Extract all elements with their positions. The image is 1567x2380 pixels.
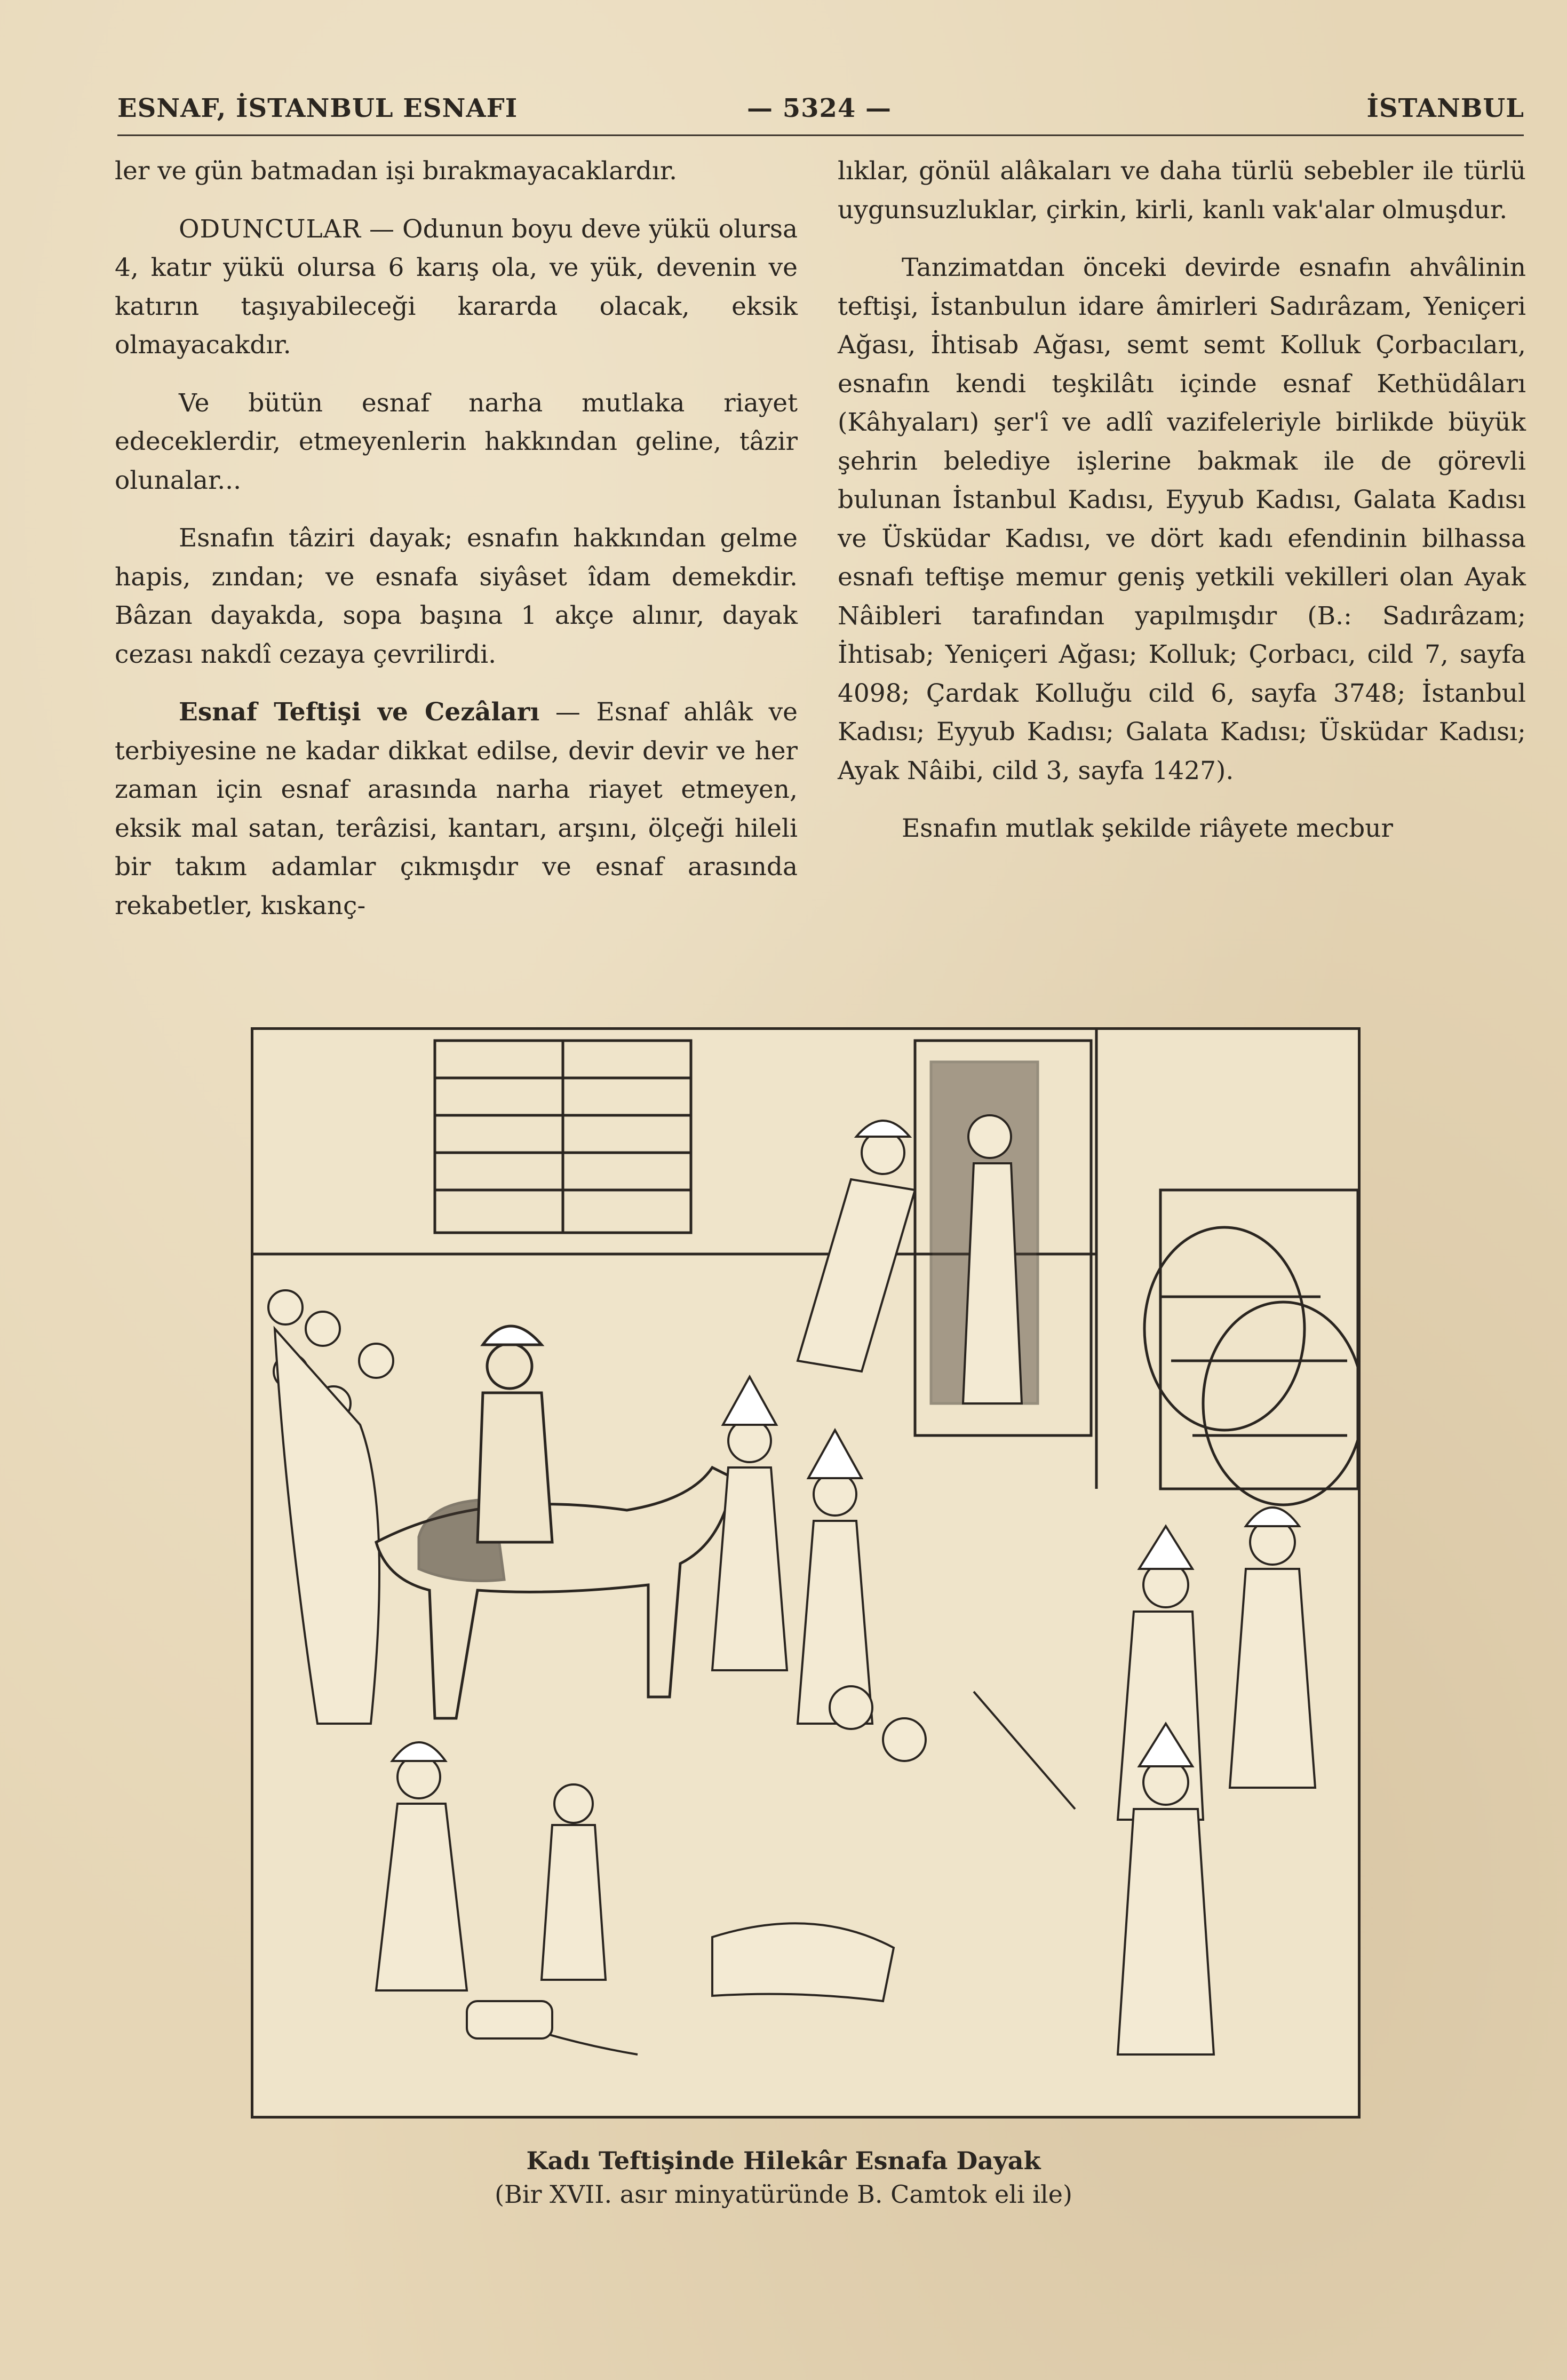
crowd-left <box>268 1290 393 1724</box>
right-column <box>838 152 1526 868</box>
right-paragraph-1: lıklar, gönül alâkaları ve daha türlü sebebler ile türlü uygunsuzluklar, çirkin, kirli, kanlı vak'alar olmuşdur. <box>838 156 1526 225</box>
entry-text-teftis: — Esnaf ahlâk ve terbiyesine ne kadar dikkat edilse, devir devir ve her zaman için esnaf arasında narha riayet etmeyen, eksik mal satan, terâzisi, kantarı, arşını, ölçeği hileli bir takım adamlar çıkmışdır ve esnaf arasında rekabetler, kıskanç- <box>115 697 798 921</box>
right-paragraph-3: Esnafın mutlak şekilde riâyete mecbur <box>902 814 1393 843</box>
horse-and-rider <box>376 1326 734 1718</box>
doorway-figures <box>798 1115 1022 1403</box>
entry-heading-oduncular: ODUNCULAR <box>179 214 362 244</box>
left-paragraph-1: ler ve gün batmadan işi bırakmayacaklardır. <box>115 156 678 186</box>
right-paragraph-2: Tanzimatdan önceki devirde esnafın ahvâlinin teftişi, İstanbulun idare âmirleri Sadırâzam, Yeniçeri Ağası, İhtisab Ağası, semt semt Kolluk Çorbacıları, esnafın kendi teşkilâtı içinde esnaf Kethüdâları (Kâhyaları) şer'î ve adlî vazifeleriyle birlikde büyük şehrin belediye işlerine bakmak ile de görevli bulunan İstanbul Kadısı, Eyyub Kadısı, Galata Kadısı ve Üsküdar Kadısı, ve dört kadı efendinin bilhassa esnafı teftişe memur geniş yetkili vekilleri olan Ayak Nâibleri tarafından yapılmışdır (B.: Sadırâzam; İhtisab; Yeniçeri Ağası; Kolluk; Çorbacı, cild 7, sayfa 4098; Çardak Kolluğu cild 6, sayfa 3748; İstanbul Kadısı; Eyyub Kadısı; Galata Kadısı; Üsküdar Kadısı; Ayak Nâibi, cild 3, sayfa 1427). <box>838 253 1526 786</box>
central-figures <box>712 1377 926 1761</box>
storeroom <box>1160 1190 1358 1489</box>
running-header-left: ESNAF, İSTANBUL ESNAFI <box>117 93 518 123</box>
header-rule <box>117 134 1524 136</box>
miniature-illustration <box>251 1027 1361 2119</box>
left-paragraph-4: Esnafın tâziri dayak; esnafın hakkından gelme hapis, zından; ve esnafa siyâset îdam demekdir. Bâzan dayakda, sopa başına 1 akçe alınır, dayak cezası nakdî cezaya çevrilirdi. <box>115 523 798 669</box>
punishment-scene <box>376 1742 894 2054</box>
left-paragraph-2 <box>115 210 798 365</box>
officials-right <box>974 1508 1315 2054</box>
page-number: — 5324 — <box>747 93 892 123</box>
staff <box>974 1692 1075 1809</box>
barrel-1 <box>1144 1227 1304 1430</box>
figure-caption-title: Kadı Teftişinde Hilekâr Esnafa Dayak <box>526 2146 1041 2175</box>
running-header-right: İSTANBUL <box>1366 93 1524 123</box>
entry-heading-teftis: Esnaf Teftişi ve Cezâları <box>179 697 540 727</box>
left-column <box>115 152 798 945</box>
barrel-2 <box>1203 1302 1358 1505</box>
left-paragraph-3: Ve bütün esnaf narha mutlaka riayet edeceklerdir, etmeyenlerin hakkından geline, tâzir olunalar... <box>115 388 798 495</box>
left-paragraph-5 <box>115 693 798 925</box>
illustration-drawing <box>253 1030 1358 2116</box>
figure-caption-subtitle: (Bir XVII. asır minyatüründe B. Camtok eli ile) <box>495 2180 1072 2209</box>
entry-text-oduncular: — Odunun boyu deve yükü olursa 4, katır yükü olursa 6 karış ola, ve yük, devenin ve katırın taşıyabileceği kararda olacak, eksik olmayacakdır. <box>115 214 798 360</box>
